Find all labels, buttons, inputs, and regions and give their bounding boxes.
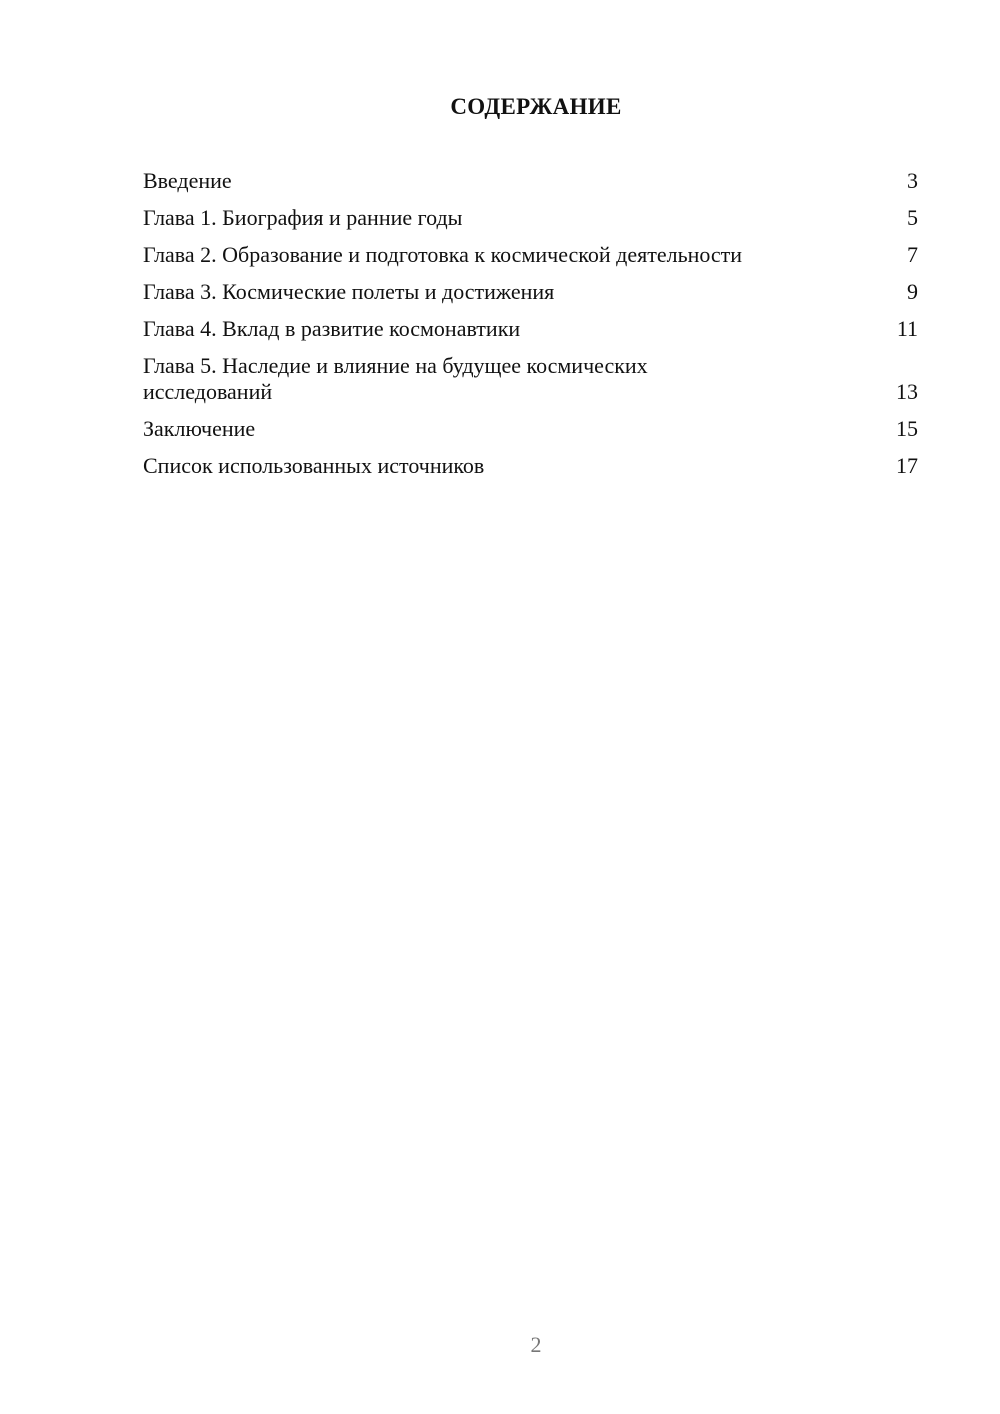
- toc-entry-page: 17: [896, 453, 918, 478]
- toc-entry-introduction[interactable]: [143, 168, 918, 194]
- page-number: 2: [530, 1332, 542, 1357]
- toc-entry-page: 15: [896, 416, 918, 441]
- toc-entry-page: 5: [907, 205, 918, 230]
- toc-entry-page: 13: [896, 379, 918, 404]
- toc-entry-page: 9: [907, 279, 918, 304]
- toc-entry-text: Глава 1. Биография и ранние годы: [143, 205, 463, 230]
- toc-entry-references[interactable]: [143, 453, 918, 479]
- toc-entry-text: Глава 4. Вклад в развитие космонавтики: [143, 316, 521, 341]
- toc-entry-page: 3: [907, 168, 918, 193]
- toc-entry-chapter-5[interactable]: [143, 353, 918, 405]
- toc-entry-chapter-4[interactable]: [143, 316, 918, 342]
- toc-entry-page: 7: [907, 242, 918, 267]
- toc-entry-text: Глава 2. Образование и подготовка к космической деятельности: [143, 242, 743, 267]
- toc-entry-page: 11: [896, 316, 918, 341]
- table-of-contents: [143, 168, 918, 490]
- toc-title: СОДЕРЖАНИЕ: [450, 94, 622, 119]
- toc-entry-text: Введение: [143, 168, 232, 193]
- toc-entry-text: Заключение: [143, 416, 256, 441]
- toc-entry-chapter-3[interactable]: [143, 279, 918, 305]
- toc-entry-chapter-2[interactable]: [143, 242, 918, 268]
- toc-entry-text: Список использованных источников: [143, 453, 485, 478]
- toc-entry-text: Глава 3. Космические полеты и достижения: [143, 279, 555, 304]
- toc-entry-text: Глава 5. Наследие и влияние на будущее космических исследований: [143, 353, 648, 404]
- toc-entry-conclusion[interactable]: [143, 416, 918, 442]
- toc-entry-chapter-1[interactable]: [143, 205, 918, 231]
